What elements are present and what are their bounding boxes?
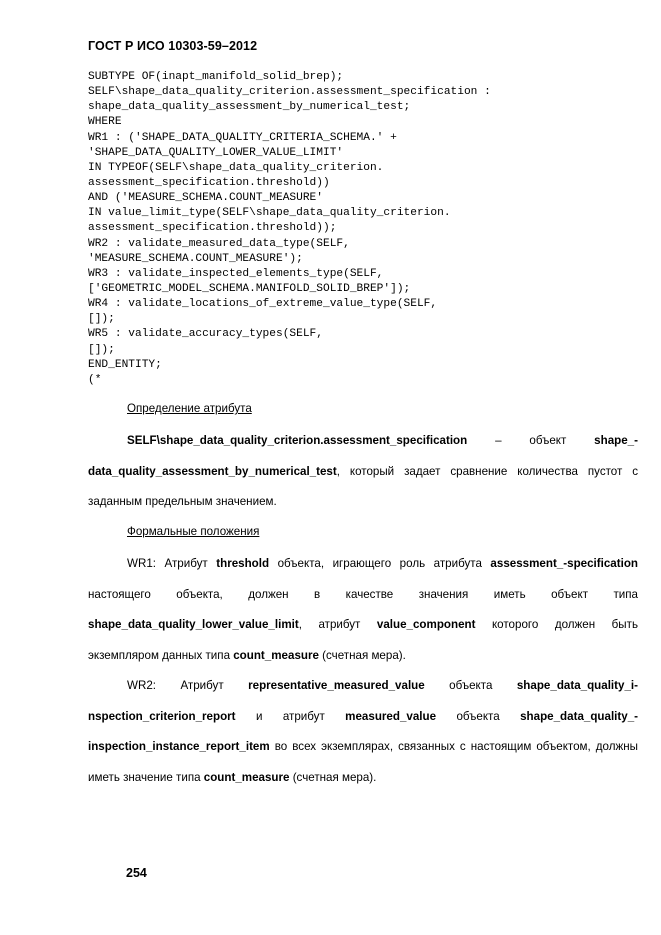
code-line: WR5 : validate_accuracy_types(SELF,	[88, 328, 323, 341]
code-line: IN TYPEOF(SELF\shape_data_quality_criterion.	[88, 161, 384, 174]
text-run: (счетная мера).	[318, 648, 406, 662]
type-name: count_measure	[203, 770, 290, 784]
entity-name: shape_data_quality_i-nspection_criterion_report	[88, 679, 638, 723]
code-line: ['GEOMETRIC_MODEL_SCHEMA.MANIFOLD_SOLID_BREP']);	[88, 282, 411, 295]
wr1-paragraph	[88, 549, 638, 671]
type-name: count_measure	[233, 648, 319, 662]
text-run: WR2: Атрибут	[127, 679, 249, 692]
code-line: []);	[88, 343, 115, 356]
attribute-name: measured_value	[345, 709, 437, 723]
code-line: WR1 : ('SHAPE_DATA_QUALITY_CRITERIA_SCHEMA.' +	[88, 131, 397, 144]
code-line: assessment_specification.threshold))	[88, 176, 330, 189]
code-line: SUBTYPE OF(inapt_manifold_solid_brep);	[88, 71, 344, 83]
attribute-name: representative_measured_value	[248, 679, 425, 692]
text-run: объекта	[436, 709, 521, 723]
section-title-attribute-definition: Определение атрибута	[127, 402, 252, 415]
text-run: объекта, играющего роль атрибута	[269, 557, 491, 570]
code-line: AND ('MEASURE_SCHEMA.COUNT_MEASURE'	[88, 192, 323, 205]
code-line: (*	[88, 373, 102, 386]
text-run: и атрибут	[235, 709, 346, 723]
text-run: , атрибут	[298, 618, 377, 632]
text-run: – объект	[467, 434, 595, 447]
code-line: WR3 : validate_inspected_elements_type(SELF,	[88, 267, 384, 280]
section-title-formal-propositions: Формальные положения	[127, 525, 260, 538]
entity-name: shape_-data_quality_assessment_by_numerical_test	[88, 434, 638, 478]
code-line: shape_data_quality_assessment_by_numerical_test;	[88, 101, 411, 114]
code-line: END_ENTITY;	[88, 358, 162, 371]
code-line: WR2 : validate_measured_data_type(SELF,	[88, 237, 350, 250]
text-run: которого должен быть экземпляром данных типа	[88, 618, 638, 662]
attribute-name: assessment_-specification	[490, 557, 638, 570]
code-line: WR4 : validate_locations_of_extreme_value_type(SELF,	[88, 298, 438, 311]
text-run: , который задает сравнение количества пустот с заданным предельным значением.	[88, 464, 638, 509]
code-line: []);	[88, 313, 115, 326]
entity-name: shape_data_quality_lower_value_limit	[88, 618, 299, 632]
code-line: IN value_limit_type(SELF\shape_data_quality_criterion.	[88, 207, 451, 220]
attribute-name: SELF\shape_data_quality_criterion.assessment_specification	[127, 434, 468, 447]
attribute-name: value_component	[376, 618, 476, 632]
attribute-name: threshold	[216, 557, 270, 570]
code-line: 'SHAPE_DATA_QUALITY_LOWER_VALUE_LIMIT'	[88, 146, 344, 159]
text-run: во всех экземплярах, связанных с настоящим объектом, должны иметь значение типа	[88, 740, 638, 784]
page-number: 254	[126, 866, 147, 880]
entity-name: shape_data_quality_-inspection_instance_report_item	[88, 709, 639, 754]
code-line: assessment_specification.threshold));	[88, 222, 337, 235]
wr2-paragraph	[88, 671, 638, 793]
text-run: WR1: Атрибут	[127, 557, 217, 570]
code-line: SELF\shape_data_quality_criterion.assessment_specification :	[88, 86, 491, 99]
code-line: 'MEASURE_SCHEMA.COUNT_MEASURE');	[88, 252, 303, 265]
attribute-definition-paragraph	[88, 426, 638, 518]
express-code-block	[88, 70, 648, 388]
text-run: (счетная мера).	[289, 770, 377, 784]
text-run: объекта	[424, 679, 517, 692]
text-run: настоящего объекта, должен в качестве значения иметь объект типа	[88, 587, 638, 601]
page-header: ГОСТ Р ИСО 10303-59–2012	[88, 39, 258, 53]
code-line: WHERE	[88, 116, 122, 129]
